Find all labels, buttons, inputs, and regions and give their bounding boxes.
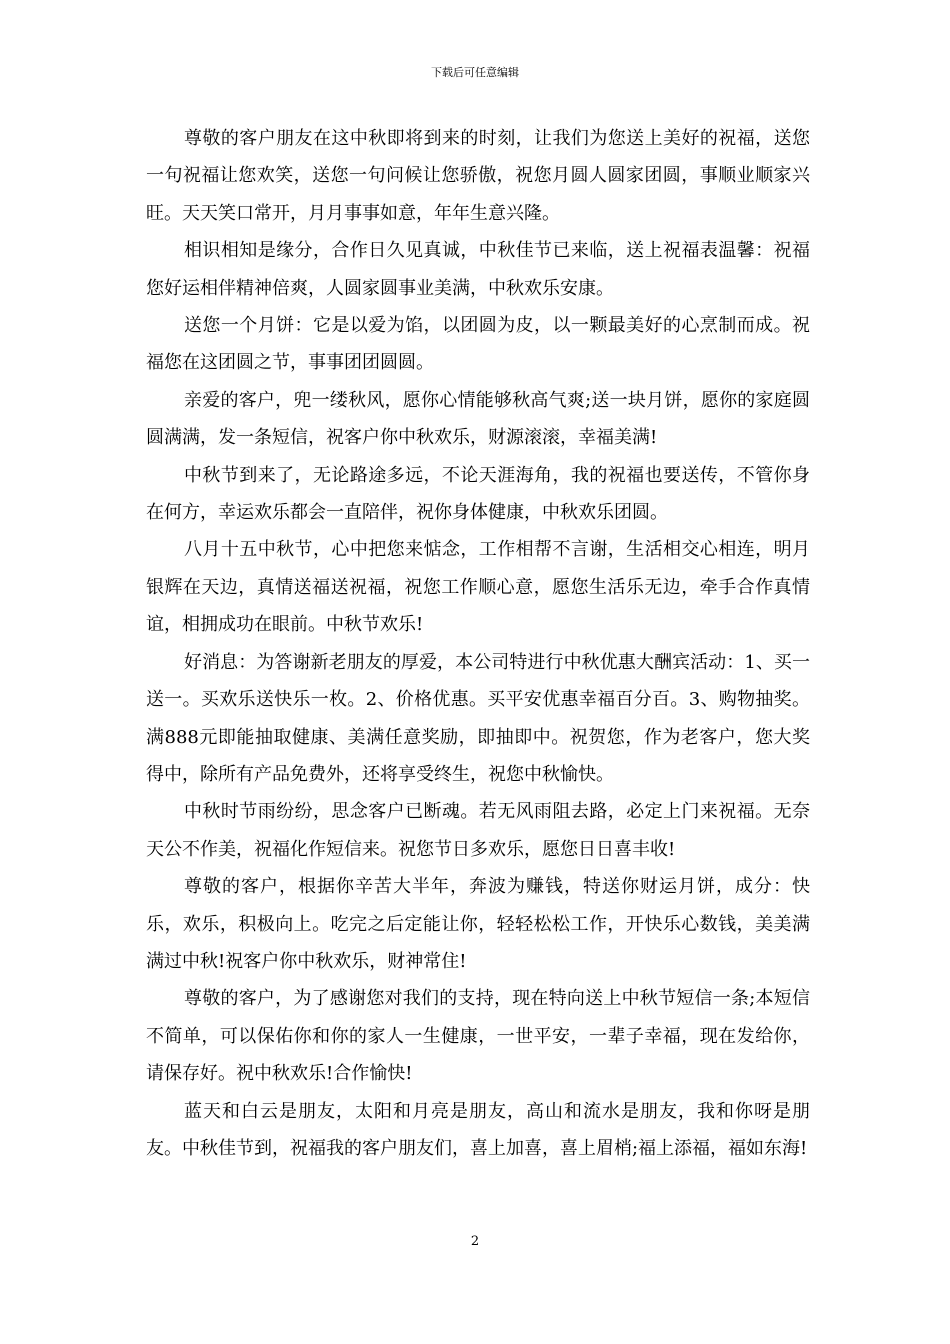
paragraph-5: 中秋节到来了，无论路途多远，不论天涯海角，我的祝福也要送传，不管你身在何方，幸运欢乐都会一直陪伴，祝你身体健康，中秋欢乐团圆。 (146, 464, 810, 524)
paragraph-4: 亲爱的客户，兜一缕秋风，愿你心情能够秋高气爽;送一块月饼，愿你的家庭圆圆满满，发一条短信，祝客户你中秋欢乐，财源滚滚，幸福美满! (146, 389, 810, 449)
paragraph-1: 尊敬的客户朋友在这中秋即将到来的时刻，让我们为您送上美好的祝福，送您一句祝福让您欢笑，送您一句问候让您骄傲，祝您月圆人圆家团圆，事顺业顺家兴旺。天天笑口常开，月月事事如意，年年生意兴隆。 (146, 128, 810, 224)
paragraph-8: 中秋时节雨纷纷，思念客户已断魂。若无风雨阻去路，必定上门来祝福。无奈天公不作美，祝福化作短信来。祝您节日多欢乐，愿您日日喜丰收! (146, 801, 810, 860)
paragraph-10: 尊敬的客户，为了感谢您对我们的支持，现在特向送上中秋节短信一条;本短信不简单，可以保佑你和你的家人一生健康，一世平安，一辈子幸福，现在发给你，请保存好。祝中秋欢乐!合作愉快! (146, 988, 810, 1085)
page-header: 下载后可任意编辑 (431, 66, 519, 79)
paragraph-11: 蓝天和白云是朋友，太阳和月亮是朋友，高山和流水是朋友，我和你呀是朋友。中秋佳节到，祝福我的客户朋友们，喜上加喜，喜上眉梢;福上添福，福如东海! (146, 1100, 810, 1159)
paragraph-2: 相识相知是缘分，合作日久见真诚，中秋佳节已来临，送上祝福表温馨：祝福您好运相伴精神倍爽，人圆家圆事业美满，中秋欢乐安康。 (146, 240, 810, 299)
paragraph-9: 尊敬的客户，根据你辛苦大半年，奔波为赚钱，特送你财运月饼，成分：快乐，欢乐，积极向上。吃完之后定能让你，轻轻松松工作，开快乐心数钱，美美满满过中秋!祝客户你中秋欢乐，财神常住! (146, 876, 810, 972)
document-body (146, 120, 810, 1167)
page-number: 2 (470, 1234, 480, 1249)
paragraph-3: 送您一个月饼：它是以爱为馅，以团圆为皮，以一颗最美好的心烹制而成。祝福您在这团圆之节，事事团团圆圆。 (146, 315, 810, 374)
paragraph-7: 好消息：为答谢新老朋友的厚爱，本公司特进行中秋优惠大酬宾活动：1、买一送一。买欢乐送快乐一枚。2、价格优惠。买平安优惠幸福百分百。3、购物抽奖。满888元即能抽取健康、美满任意奖励，即抽即中。祝贺您，作为老客户，您大奖得中，除所有产品免费外，还将享受终生，祝您中秋愉快。 (146, 651, 810, 785)
paragraph-6: 八月十五中秋节，心中把您来惦念，工作相帮不言谢，生活相交心相连，明月银辉在天边，真情送福送祝福，祝您工作顺心意，愿您生活乐无边，牵手合作真情谊，相拥成功在眼前。中秋节欢乐! (146, 539, 810, 636)
